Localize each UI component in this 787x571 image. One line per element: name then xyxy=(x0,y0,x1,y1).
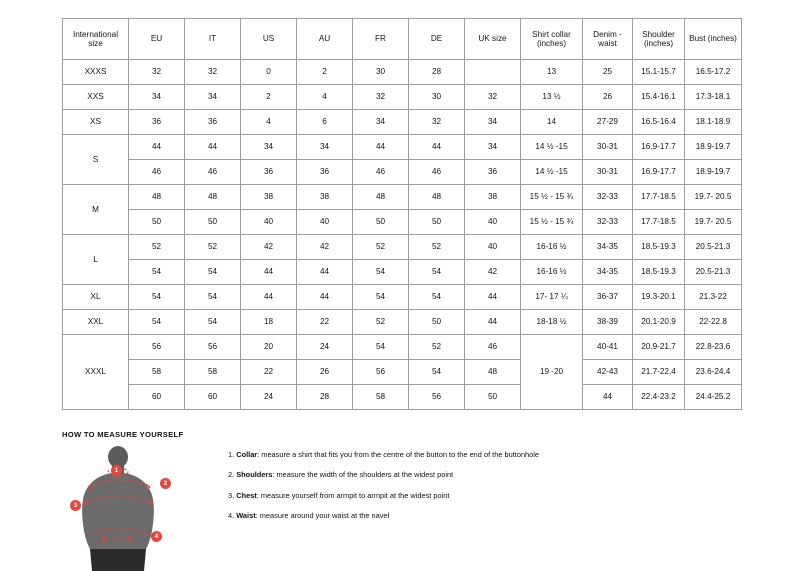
cell-0: 48 xyxy=(129,185,185,210)
table-row xyxy=(63,385,742,410)
table-row xyxy=(63,360,742,385)
cell-0: 44 xyxy=(129,135,185,160)
column-header-3: US xyxy=(241,19,297,60)
how-to-measure-title: HOW TO MEASURE YOURSELF xyxy=(62,430,184,439)
cell-10: 20.5-21.3 xyxy=(685,260,742,285)
cell-0: 54 xyxy=(129,285,185,310)
cell-2: 40 xyxy=(241,210,297,235)
cell-9: 20.9-21.7 xyxy=(633,335,685,360)
cell-3: 24 xyxy=(297,335,353,360)
cell-10: 20.5-21.3 xyxy=(685,235,742,260)
cell-3: 28 xyxy=(297,385,353,410)
cell-10: 18.9-19.7 xyxy=(685,135,742,160)
cell-8: 32-33 xyxy=(583,185,633,210)
cell-shirt-collar: 15 ½ - 15 ¾ xyxy=(521,185,583,210)
cell-10: 18.9-19.7 xyxy=(685,160,742,185)
cell-3: 26 xyxy=(297,360,353,385)
cell-6: 34 xyxy=(465,135,521,160)
cell-3: 40 xyxy=(297,210,353,235)
instruction-number: 2. xyxy=(228,470,235,480)
cell-0: 60 xyxy=(129,385,185,410)
cell-2: 36 xyxy=(241,160,297,185)
cell-international-size: XXS xyxy=(63,85,129,110)
cell-8: 34-35 xyxy=(583,260,633,285)
column-header-0: International size xyxy=(63,19,129,60)
cell-4: 32 xyxy=(353,85,409,110)
cell-10: 22.8-23.6 xyxy=(685,335,742,360)
cell-1: 54 xyxy=(185,285,241,310)
cell-3: 22 xyxy=(297,310,353,335)
column-header-7: UK size xyxy=(465,19,521,60)
cell-5: 46 xyxy=(409,160,465,185)
cell-shirt-collar: 17- 17 ¼ xyxy=(521,285,583,310)
cell-3: 44 xyxy=(297,285,353,310)
how-to-measure-section xyxy=(62,430,742,571)
cell-8: 34-35 xyxy=(583,235,633,260)
instruction-text: : measure around your waist at the navel xyxy=(255,511,390,521)
cell-0: 46 xyxy=(129,160,185,185)
cell-9: 22.4-23.2 xyxy=(633,385,685,410)
marker-2-shoulders: 2 xyxy=(160,478,171,489)
cell-3: 38 xyxy=(297,185,353,210)
cell-6: 40 xyxy=(465,210,521,235)
cell-0: 54 xyxy=(129,260,185,285)
table-header-row xyxy=(63,19,742,60)
cell-shirt-collar: 16-16 ½ xyxy=(521,260,583,285)
cell-0: 50 xyxy=(129,210,185,235)
cell-shirt-collar: 14 ½ -15 xyxy=(521,160,583,185)
column-header-10: Shoulder (inches) xyxy=(633,19,685,60)
cell-1: 32 xyxy=(185,60,241,85)
cell-2: 2 xyxy=(241,85,297,110)
cell-0: 58 xyxy=(129,360,185,385)
cell-4: 52 xyxy=(353,235,409,260)
cell-4: 54 xyxy=(353,335,409,360)
table-row xyxy=(63,185,742,210)
cell-international-size: XXXL xyxy=(63,335,129,410)
table-row xyxy=(63,210,742,235)
cell-6: 42 xyxy=(465,260,521,285)
instruction-term: Collar xyxy=(236,450,258,459)
cell-9: 16.9-17.7 xyxy=(633,135,685,160)
cell-5: 50 xyxy=(409,310,465,335)
cell-2: 18 xyxy=(241,310,297,335)
table-header xyxy=(63,19,742,60)
cell-5: 44 xyxy=(409,135,465,160)
cell-6: 46 xyxy=(465,335,521,360)
cell-4: 34 xyxy=(353,110,409,135)
cell-5: 50 xyxy=(409,210,465,235)
cell-8: 32-33 xyxy=(583,210,633,235)
cell-9: 15.4-16.1 xyxy=(633,85,685,110)
cell-4: 56 xyxy=(353,360,409,385)
instruction-text: : measure a shirt that fits you from the centre of the button to the end of the buttonhole xyxy=(257,450,540,459)
cell-shirt-collar: 14 xyxy=(521,110,583,135)
cell-5: 48 xyxy=(409,185,465,210)
cell-9: 15.1-15.7 xyxy=(633,60,685,85)
cell-6: 48 xyxy=(465,360,521,385)
cell-4: 54 xyxy=(353,285,409,310)
cell-9: 16.5-16.4 xyxy=(633,110,685,135)
cell-4: 54 xyxy=(353,260,409,285)
cell-5: 30 xyxy=(409,85,465,110)
cell-6: 38 xyxy=(465,185,521,210)
measure-instruction-item xyxy=(228,471,539,478)
cell-6: 36 xyxy=(465,160,521,185)
instruction-text: : measure the width of the shoulders at the widest point xyxy=(272,470,454,480)
cell-8: 27-29 xyxy=(583,110,633,135)
cell-international-size: XS xyxy=(63,110,129,135)
cell-6 xyxy=(465,60,521,85)
cell-1: 46 xyxy=(185,160,241,185)
cell-5: 52 xyxy=(409,335,465,360)
measure-instructions-list xyxy=(228,451,539,533)
marker-1-collar: 1 xyxy=(111,465,122,476)
cell-4: 46 xyxy=(353,160,409,185)
column-header-6: DE xyxy=(409,19,465,60)
cell-8: 38-39 xyxy=(583,310,633,335)
cell-10: 19.7- 20.5 xyxy=(685,210,742,235)
cell-5: 54 xyxy=(409,360,465,385)
column-header-11: Bust (inches) xyxy=(685,19,742,60)
cell-5: 54 xyxy=(409,260,465,285)
table-row xyxy=(63,110,742,135)
cell-5: 56 xyxy=(409,385,465,410)
table-row xyxy=(63,335,742,360)
cell-6: 44 xyxy=(465,285,521,310)
cell-1: 60 xyxy=(185,385,241,410)
cell-international-size: XXL xyxy=(63,310,129,335)
cell-1: 52 xyxy=(185,235,241,260)
cell-4: 30 xyxy=(353,60,409,85)
cell-2: 44 xyxy=(241,260,297,285)
cell-1: 34 xyxy=(185,85,241,110)
cell-10: 21.3-22 xyxy=(685,285,742,310)
cell-10: 18.1-18.9 xyxy=(685,110,742,135)
cell-0: 34 xyxy=(129,85,185,110)
instruction-text: : measure yourself from armpit to armpit at the widest point xyxy=(256,490,450,500)
cell-international-size: L xyxy=(63,235,129,285)
body-figure xyxy=(62,445,172,571)
cell-3: 4 xyxy=(297,85,353,110)
cell-4: 52 xyxy=(353,310,409,335)
cell-2: 38 xyxy=(241,185,297,210)
cell-2: 34 xyxy=(241,135,297,160)
cell-shirt-collar: 15 ½ - 15 ¾ xyxy=(521,210,583,235)
measure-instruction-item xyxy=(228,451,539,458)
cell-8: 44 xyxy=(583,385,633,410)
cell-4: 58 xyxy=(353,385,409,410)
cell-6: 44 xyxy=(465,310,521,335)
marker-3-chest: 3 xyxy=(70,500,81,511)
cell-6: 34 xyxy=(465,110,521,135)
cell-1: 48 xyxy=(185,185,241,210)
cell-9: 18.5-19.3 xyxy=(633,235,685,260)
cell-8: 26 xyxy=(583,85,633,110)
cell-6: 50 xyxy=(465,385,521,410)
cell-5: 28 xyxy=(409,60,465,85)
cell-2: 0 xyxy=(241,60,297,85)
size-table-container xyxy=(62,18,737,410)
instruction-number: 4. xyxy=(228,511,235,521)
cell-1: 56 xyxy=(185,335,241,360)
table-row xyxy=(63,85,742,110)
instruction-term: Shoulders xyxy=(236,470,273,480)
instruction-term: Waist xyxy=(236,511,256,521)
cell-3: 44 xyxy=(297,260,353,285)
cell-9: 21.7-22.4 xyxy=(633,360,685,385)
cell-international-size: XXXS xyxy=(63,60,129,85)
cell-10: 16.5-17.2 xyxy=(685,60,742,85)
cell-8: 36-37 xyxy=(583,285,633,310)
cell-8: 42-43 xyxy=(583,360,633,385)
cell-international-size: M xyxy=(63,185,129,235)
table-row xyxy=(63,285,742,310)
measure-instruction-item xyxy=(228,492,539,499)
cell-2: 44 xyxy=(241,285,297,310)
column-header-5: FR xyxy=(353,19,409,60)
cell-8: 30-31 xyxy=(583,135,633,160)
instruction-term: Chest xyxy=(236,490,257,500)
cell-10: 17.3-18.1 xyxy=(685,85,742,110)
cell-shirt-collar: 13 ½ xyxy=(521,85,583,110)
size-chart-table xyxy=(62,18,742,410)
cell-1: 50 xyxy=(185,210,241,235)
table-row xyxy=(63,60,742,85)
table-row xyxy=(63,310,742,335)
cell-3: 42 xyxy=(297,235,353,260)
cell-3: 6 xyxy=(297,110,353,135)
cell-5: 32 xyxy=(409,110,465,135)
cell-3: 34 xyxy=(297,135,353,160)
cell-10: 19.7- 20.5 xyxy=(685,185,742,210)
cell-0: 56 xyxy=(129,335,185,360)
cell-9: 20.1-20.9 xyxy=(633,310,685,335)
column-header-1: EU xyxy=(129,19,185,60)
cell-9: 18.5-19.3 xyxy=(633,260,685,285)
column-header-2: IT xyxy=(185,19,241,60)
cell-9: 19.3-20.1 xyxy=(633,285,685,310)
cell-2: 20 xyxy=(241,335,297,360)
cell-4: 50 xyxy=(353,210,409,235)
cell-0: 52 xyxy=(129,235,185,260)
cell-shirt-collar: 18-18 ½ xyxy=(521,310,583,335)
cell-10: 23.6-24.4 xyxy=(685,360,742,385)
cell-2: 42 xyxy=(241,235,297,260)
how-to-measure-body xyxy=(62,445,742,571)
cell-1: 54 xyxy=(185,310,241,335)
cell-9: 16.9-17.7 xyxy=(633,160,685,185)
cell-1: 44 xyxy=(185,135,241,160)
cell-3: 2 xyxy=(297,60,353,85)
cell-4: 48 xyxy=(353,185,409,210)
cell-2: 22 xyxy=(241,360,297,385)
column-header-9: Denim - waist xyxy=(583,19,633,60)
cell-8: 25 xyxy=(583,60,633,85)
cell-1: 58 xyxy=(185,360,241,385)
cell-2: 4 xyxy=(241,110,297,135)
cell-4: 44 xyxy=(353,135,409,160)
measure-instruction-item xyxy=(228,512,539,519)
table-row xyxy=(63,135,742,160)
cell-10: 24.4-25.2 xyxy=(685,385,742,410)
cell-0: 36 xyxy=(129,110,185,135)
cell-9: 17.7-18.5 xyxy=(633,185,685,210)
cell-2: 24 xyxy=(241,385,297,410)
table-row xyxy=(63,160,742,185)
cell-8: 40-41 xyxy=(583,335,633,360)
cell-shirt-collar: 19 -20 xyxy=(521,335,583,410)
table-body xyxy=(63,60,742,410)
cell-1: 36 xyxy=(185,110,241,135)
instruction-number: 3. xyxy=(228,490,235,500)
cell-shirt-collar: 14 ½ -15 xyxy=(521,135,583,160)
cell-0: 54 xyxy=(129,310,185,335)
table-row xyxy=(63,235,742,260)
cell-0: 32 xyxy=(129,60,185,85)
column-header-8: Shirt collar (inches) xyxy=(521,19,583,60)
column-header-4: AU xyxy=(297,19,353,60)
cell-shirt-collar: 16-16 ½ xyxy=(521,235,583,260)
cell-10: 22-22.8 xyxy=(685,310,742,335)
marker-4-waist: 4 xyxy=(151,531,162,542)
cell-international-size: S xyxy=(63,135,129,185)
cell-9: 17.7-18.5 xyxy=(633,210,685,235)
cell-5: 52 xyxy=(409,235,465,260)
instruction-number: 1. xyxy=(228,450,235,459)
cell-6: 40 xyxy=(465,235,521,260)
cell-5: 54 xyxy=(409,285,465,310)
cell-international-size: XL xyxy=(63,285,129,310)
cell-8: 30-31 xyxy=(583,160,633,185)
cell-3: 36 xyxy=(297,160,353,185)
table-row xyxy=(63,260,742,285)
cell-1: 54 xyxy=(185,260,241,285)
cell-shirt-collar: 13 xyxy=(521,60,583,85)
cell-6: 32 xyxy=(465,85,521,110)
